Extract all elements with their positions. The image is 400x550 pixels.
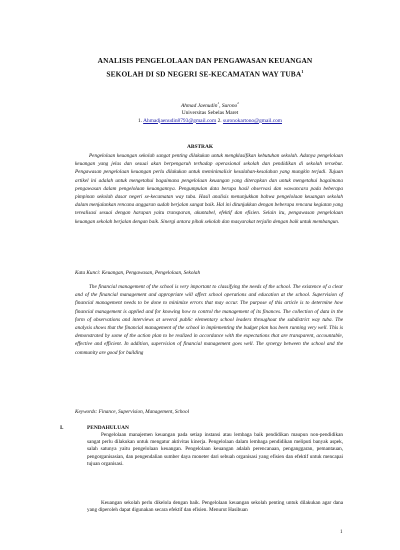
author-block (50, 100, 370, 125)
abstract-english: The financial management of the school is very important to classifying the needs of the school. The existence of a clear and of the financial management and appropriate will affect school operations and education at the school. Supervision of financial management needs to be done to minimize errors that may occur. The purpose of this article is to determine how financial management is applied and for knowing how to control the management of its finances. The collection of data in the form of observations and interviews at several public elementary school leaders throughout the subdistrict way tuba. The analysis shows that the financial management of the school in implementing the budget plan has been running very well. This is demonstrated by some of the action plan to be realized in accordance with the expectations that are transparent, accountable, effective and efficient. In addition, supervision of financial management goes well. The synergy between the school and the community are good for building (75, 284, 343, 356)
author-emails (50, 118, 370, 125)
section-title: PENDAHULUAN (87, 425, 129, 431)
email-1-prefix: 1. (138, 117, 143, 124)
author-2-mark: 2 (237, 101, 239, 105)
body-paragraph-2: Keuangan sekolah perlu dikelola dengan baik. Pengelolaan keuangan sekolah penting untuk dilakukan agar dana yang diperoleh dapat digunakan secara efektif dan efisien. Menurut Hasibuan (87, 500, 343, 514)
section-number: I. (60, 425, 64, 431)
author-2-name: , Surono (219, 102, 238, 109)
author-1-name: Ahmad Jaenudin (181, 102, 218, 109)
author-names (50, 100, 370, 110)
title-line-2 (60, 66, 350, 79)
abstract-indonesian: Pengelolaan keuangan sekolah sangat penting dilakukan untuk mengklasifikan kebutuhan sekolah. Adanya pengelolaan keuangan yang jelas dan sesuai akan berpengaruh terhadap operasional sekolah dan pendidikan di sekolah tersebut. Pengawasan pengelolaan keuangan perlu dilakukan untuk meminimalisir kesalahan-kesalahan yang mungkin terjadi. Tujuan artikel ini adalah untuk mengetahui bagaimana pengelolaan keuangan yang diterapkan dan untuk mengetahui bagaimana pengawasan dalam pengelolaan keuangannya. Pengumpulan data berupa hasil observasi dan wawancara pada beberapa pimpinan sekolah dasar negeri se-kecamatan way tuba. Hasil analisis menunjukkan bahwa pengelolaan keuangan sekolah dalam menjalankan rencana anggaran sudah berjalan sangat baik. Hal ini ditunjukkan dengan beberapa rencana kegiatan yang terealisasi sesuai dengan harapan yaitu transparan, akuntabel, efektif dan efisien. Selain itu, pengawasan pengelolaan keuangan sekolah berjalan dengan baik. Sinergi antara pihak sekolah dan masyarakat terjalin dengan baik untuk membangun. (75, 153, 343, 225)
body-paragraph-1: Pengelolaan manajemen keuangan pada setiap instansi atau lembaga baik pendidikan maupun non-pendidikan sangat perlu dilakukan untuk mengatur aktivitas kinerja. Pengelolaan dalam lembaga pendidikan meliputi banyak aspek, salah satunya yaitu pengelolaan keuangan. Pengelolaan keuangan adalah perencanaan, penganggaran, pemantauan, pengorganisasian, dan pengendalian sumber daya moneter dari sebuah organisasi yang efisien dan efektif untuk mencapai tujuan organisasi. (87, 432, 343, 467)
author-1-mark: 1 (217, 101, 220, 105)
email-2-link[interactable]: suronokartono@gmail.com (222, 117, 282, 124)
title-footnote-mark: 1 (301, 69, 304, 74)
paper-title (60, 55, 350, 79)
title-line-1: ANALISIS PENGELOLAAN DAN PENGAWASAN KEUANGAN (97, 56, 313, 65)
keywords-english: Keywords: Finance, Supervision, Management, School (75, 409, 190, 415)
title-line-2-text: SEKOLAH DI SD NEGERI SE-KECAMATAN WAY TUBA (106, 69, 302, 79)
abstract-heading: ABSTRAK (186, 144, 214, 150)
keywords-indonesian: Kata Kunci: Keuangan, Pengawasan, Pengelolaan, Sekolah (75, 270, 201, 276)
author-affiliation: Universitas Sebelas Maret (181, 110, 239, 117)
section-heading (60, 425, 129, 431)
email-2-prefix: 2. (217, 117, 222, 124)
page-number: 1 (340, 530, 343, 535)
email-1-link[interactable]: Ahmadjaenudin8793@gmail.com (143, 117, 217, 124)
